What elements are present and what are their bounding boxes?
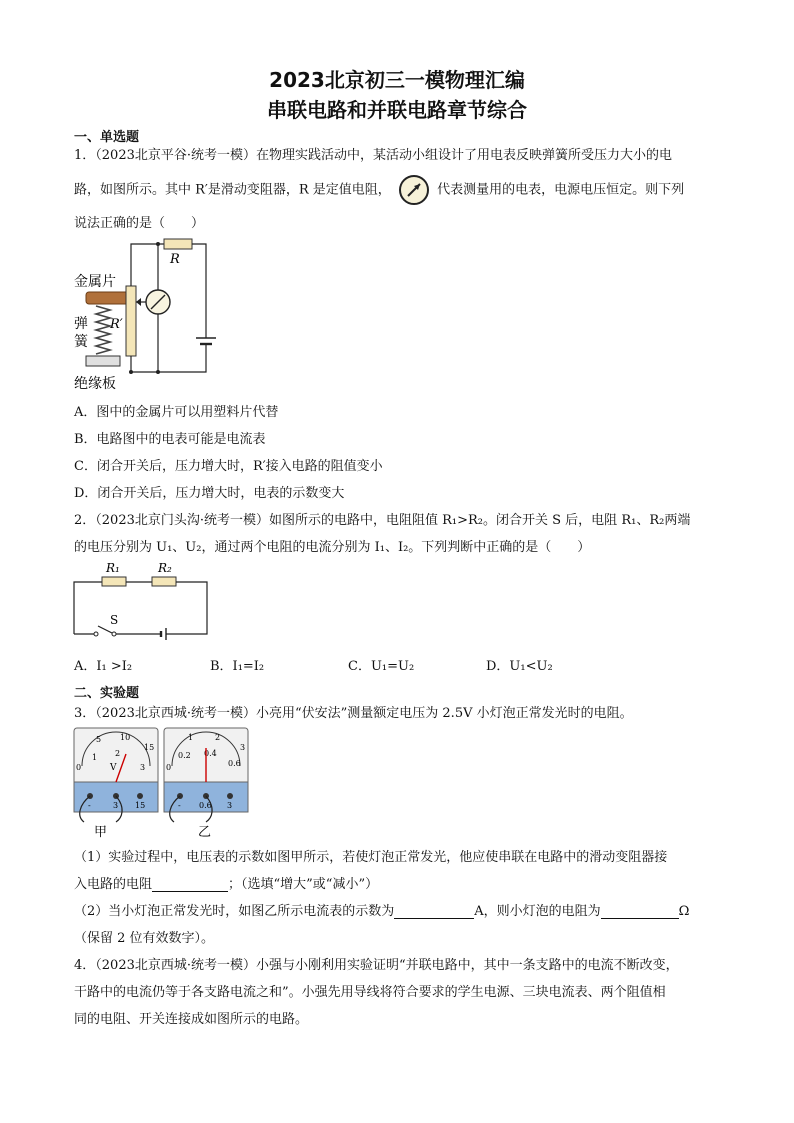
svg-text:15: 15 (135, 801, 146, 810)
label-metal-plate: 金属片 (74, 274, 116, 290)
resistor-R2 (152, 577, 176, 586)
svg-text:0: 0 (76, 763, 82, 772)
label-jia: 甲 (94, 825, 108, 840)
q1-line-2b: 代表测量用的电表，电源电压恒定。则下列 (437, 182, 685, 198)
q1-line-2 (74, 175, 724, 205)
q2-option-c: C．U₁=U₂ (348, 659, 415, 674)
q4-line-3: 同的电阻、开关连接成如图所示的电路。 (74, 1012, 309, 1027)
meter-symbol-icon (399, 175, 429, 205)
q2-option-b: B．I₁=I₂ (210, 659, 265, 674)
svg-text:0.6: 0.6 (228, 759, 241, 768)
label-spring-2: 簧 (74, 334, 88, 350)
q2-option-a: A．I₁ >I₂ (74, 659, 133, 674)
svg-text:0: 0 (166, 763, 172, 772)
label-yi: 乙 (198, 825, 212, 840)
label-S: S (110, 613, 119, 627)
q3-blank-3[interactable] (601, 904, 679, 919)
resistor-R (164, 239, 192, 249)
q1-line-2a: 路，如图所示。其中 R′是滑动变阻器，R 是定值电阻， (74, 182, 391, 198)
q3-blank-2[interactable] (394, 904, 474, 919)
q1-line-3: 说法正确的是（ ） (74, 216, 205, 231)
q2-line-1: 2．（2023北京门头沟·统考一模）如图所示的电路中，电阻阻值 R₁>R₂。闭合开关 S 后，电阻 R₁、R₂两端 (74, 513, 691, 528)
section-heading-experiment: 二、实验题 (74, 686, 140, 701)
q1-option-b: B．电路图中的电表可能是电流表 (74, 432, 266, 447)
svg-text:1: 1 (92, 753, 98, 762)
q2-option-d: D．U₁<U₂ (486, 659, 553, 674)
svg-text:10: 10 (120, 733, 131, 742)
q4-line-1: 4．（2023北京西城·统考一模）小强与小刚利用实验证明“并联电路中，其中一条支路中的电流不断改变， (74, 958, 679, 973)
svg-text:0.4: 0.4 (204, 749, 217, 758)
label-R1: R₁ (106, 561, 120, 575)
metal-plate (86, 292, 130, 304)
switch-S (98, 626, 112, 633)
svg-text:-: - (88, 801, 91, 810)
svg-text:3: 3 (113, 801, 119, 810)
q3-part1-line-1: （1）实验过程中，电压表的示数如图甲所示，若使灯泡正常发光，他应使串联在电路中的滑动变阻器接 (74, 850, 668, 865)
svg-text:15: 15 (144, 743, 155, 752)
label-insulation-board: 绝缘板 (74, 376, 116, 392)
voltmeter (74, 728, 158, 822)
section-heading-single-choice: 一、单选题 (74, 130, 140, 145)
page-title: 2023北京初三一模物理汇编 (269, 68, 525, 92)
q2-line-2: 的电压分别为 U₁、U₂，通过两个电阻的电流分别为 I₁、I₂。下列判断中正确的是（ ） (74, 540, 591, 555)
q2-circuit-figure (70, 560, 212, 640)
q4-line-2: 干路中的电流仍等于各支路电流之和”。小强先用导线将符合要求的学生电源、三块电流表、两个阻值相 (74, 985, 666, 1000)
q1-option-c: C．闭合开关后，压力增大时，R′接入电路的阻值变小 (74, 459, 383, 474)
svg-text:-: - (178, 801, 181, 810)
ammeter (164, 728, 248, 822)
label-R2: R₂ (158, 561, 172, 575)
label-R-prime: R′ (110, 317, 123, 332)
q1-circuit-figure (70, 236, 220, 394)
svg-text:3: 3 (227, 801, 233, 810)
svg-text:5: 5 (96, 735, 102, 744)
svg-text:2: 2 (215, 733, 221, 742)
label-R: R (170, 252, 180, 267)
q3-line-1: 3．（2023北京西城·统考一模）小亮用“伏安法”测量额定电压为 2.5V 小灯泡正常发光时的电阻。 (74, 706, 633, 721)
rheostat (126, 286, 136, 356)
q1-option-a: A．图中的金属片可以用塑料片代替 (74, 405, 279, 420)
spring (96, 306, 110, 354)
page-subtitle: 串联电路和并联电路章节综合 (267, 98, 527, 122)
q3-part2-line-1: （2）当小灯泡正常发光时，如图乙所示电流表的示数为 A，则小灯泡的电阻为 Ω (74, 904, 690, 919)
resistor-R1 (102, 577, 126, 586)
svg-text:0.6: 0.6 (199, 801, 212, 810)
q3-part2-line-2: （保留 2 位有效数字）。 (74, 931, 215, 946)
q1-option-d: D．闭合开关后，压力增大时，电表的示数变大 (74, 486, 345, 501)
svg-text:3: 3 (140, 763, 146, 772)
svg-text:1: 1 (188, 733, 194, 742)
svg-text:2: 2 (115, 749, 121, 758)
q3-meters-figure (70, 724, 254, 840)
svg-text:0.2: 0.2 (178, 751, 191, 760)
q1-line-1: 1．（2023北京平谷·统考一模）在物理实践活动中，某活动小组设计了用电表反映弹簧所受压力大小的电 (74, 148, 672, 163)
label-spring-1: 弹 (74, 316, 88, 332)
insulation-board (86, 356, 120, 366)
svg-text:3: 3 (240, 743, 246, 752)
q3-blank-1[interactable] (152, 877, 228, 892)
q3-part1-line-2: 入电路的电阻 ；（选填“增大”或“减小”） (74, 877, 379, 892)
svg-text:V: V (110, 763, 117, 773)
